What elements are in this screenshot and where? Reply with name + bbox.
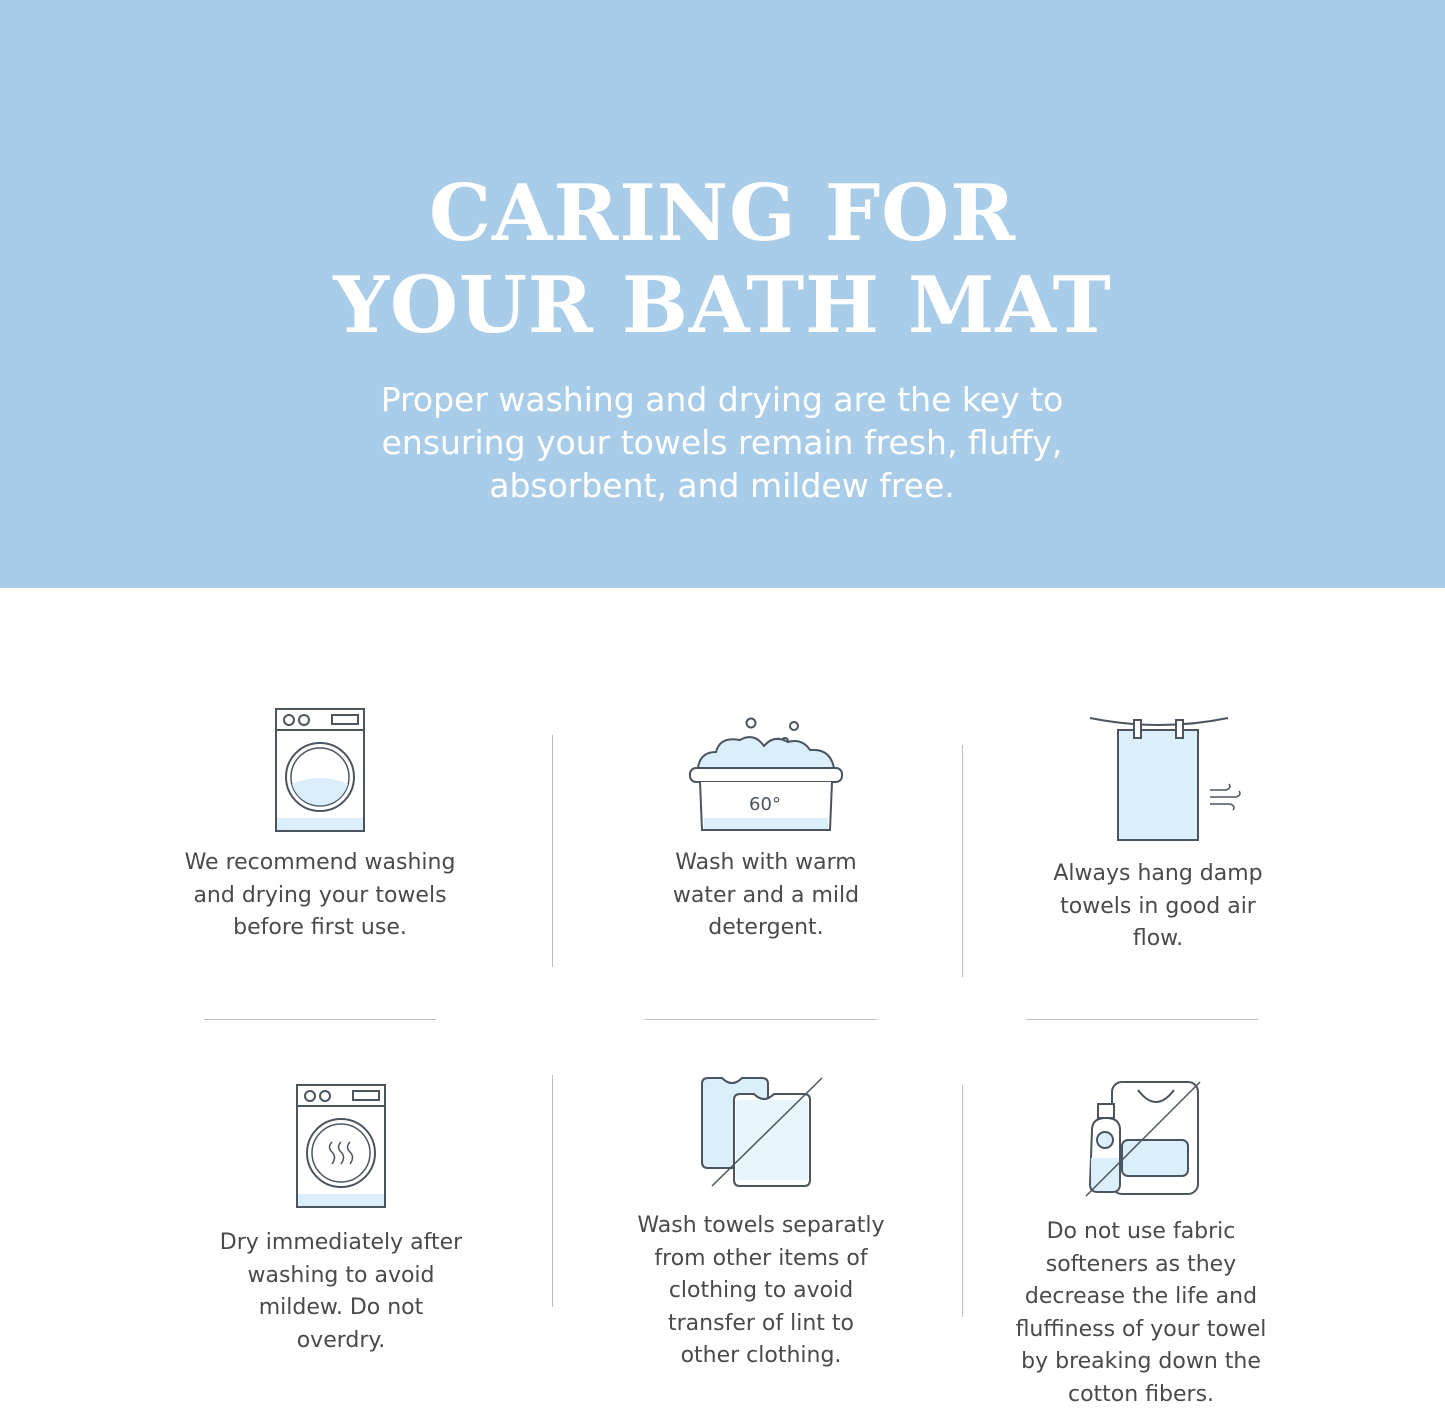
tip-text-3 [988,858,1328,956]
tip-line: fluffiness of your towel [1015,1316,1267,1342]
subtitle-line-1: Proper washing and drying are the key to [380,380,1064,419]
page-subtitle [272,378,1172,507]
tip-line: transfer of lint to [668,1310,854,1336]
tip-text-6 [971,1216,1311,1411]
tip-line: from other items of [654,1245,868,1271]
title-line-2: YOUR BATH MAT [333,260,1112,351]
hanging-towel-icon [1086,710,1246,844]
temp-label: 60° [749,794,781,815]
tip-line: cotton fibers. [1067,1381,1215,1407]
tip-line: We recommend washing [184,850,456,875]
page-title [0,168,1445,352]
horizontal-divider-3 [1026,1019,1258,1020]
tip-line: before first use. [233,915,407,940]
vertical-divider-4 [962,1085,963,1317]
no-mixed-clothing-icon [696,1074,828,1192]
subtitle-line-2: ensuring your towels remain fresh, fluffy, [381,423,1063,462]
title-line-1: CARING FOR [428,168,1017,259]
tip-text-4 [171,1227,511,1357]
tip-line: decrease the life and [1024,1284,1258,1309]
tip-text-2 [596,847,936,945]
tip-line: Always hang damp [1053,861,1263,886]
vertical-divider-1 [552,735,553,967]
tip-line: softeners as they [1045,1251,1237,1277]
horizontal-divider-1 [204,1019,436,1020]
vertical-divider-3 [552,1075,553,1307]
tip-line: clothing to avoid [668,1278,854,1303]
tip-line: towels in good air [1060,893,1256,919]
tip-line: flow. [1132,926,1184,951]
tip-line: detergent. [708,915,824,940]
tip-line: and drying your towels [193,882,447,908]
tip-line: Wash with warm [675,850,857,875]
tip-text-1 [150,847,490,945]
dryer-icon [291,1080,391,1212]
header-banner [0,0,1445,588]
tip-line: other clothing. [680,1343,842,1368]
tip-line: Wash towels separatly [637,1213,885,1238]
wash-basin-60-icon [684,712,850,834]
tip-line: water and a mild [672,882,860,908]
subtitle-line-3: absorbent, and mildew free. [489,466,955,505]
tip-line: by breaking down the [1021,1349,1261,1374]
no-fabric-softener-icon [1078,1076,1206,1200]
washing-machine-icon [270,704,370,836]
tip-line: mildew. Do not [258,1295,424,1320]
horizontal-divider-2 [645,1019,877,1020]
tip-line: overdry. [296,1327,386,1353]
tip-line: Do not use fabric [1046,1219,1236,1244]
tip-line: Dry immediately after [219,1230,463,1255]
tip-text-5 [591,1210,931,1373]
vertical-divider-2 [962,745,963,977]
tip-line: washing to avoid [247,1262,435,1288]
